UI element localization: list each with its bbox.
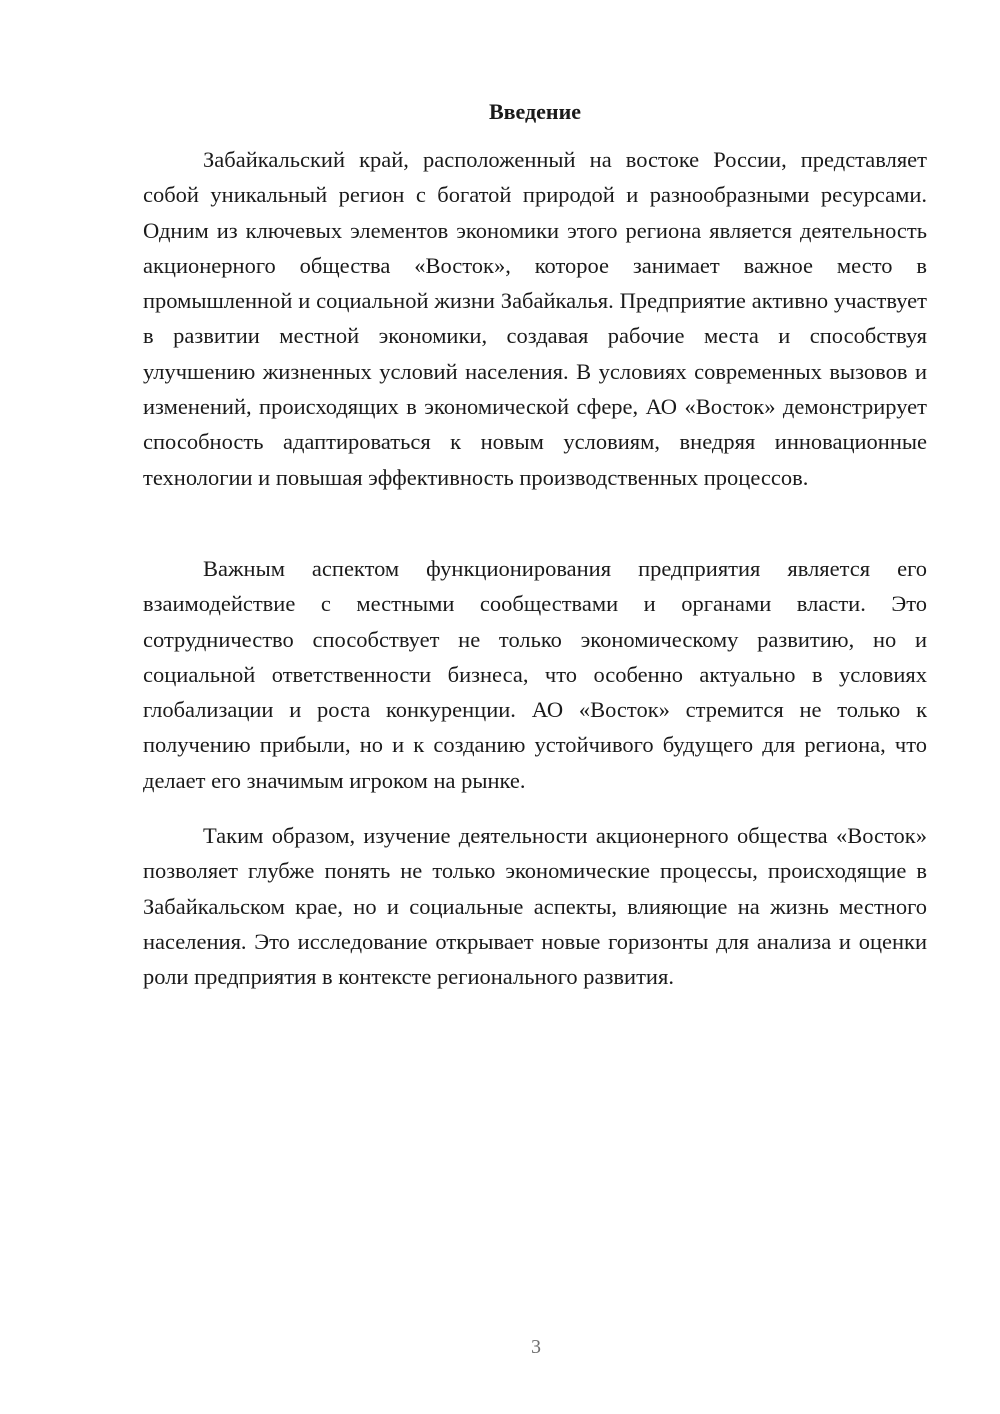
paragraph-1: Забайкальский край, расположенный на востоке России, представляет собой уникальный регион с богатой природой и разнообразными ресурсами. Одним из ключевых элементов экономики этого региона является деятельность акционерного общества «Восток», которое занимает важное место в промышленной и социальной жизни Забайкалья. Предприятие активно участвует в развитии местной экономики, создавая рабочие места и способствуя улучшению жизненных условий населения. В условиях современных вызовов и изменений, происходящих в экономической сфере, АО «Восток» демонстрирует способность адаптироваться к новым условиям, внедряя инновационные технологии и повышая эффективность производственных процессов.	[143, 147, 927, 490]
paragraph-2: Важным аспектом функционирования предприятия является его взаимодействие с местными сообществами и органами власти. Это сотрудничество способствует не только экономическому развитию, но и социальной ответственности бизнеса, что особенно актуально в условиях глобализации и роста конкуренции. АО «Восток» стремится не только к получению прибыли, но и к созданию устойчивого будущего для региона, что делает его значимым игроком на рынке.	[143, 556, 927, 793]
paragraph-3: Таким образом, изучение деятельности акционерного общества «Восток» позволяет глубже понять не только экономические процессы, происходящие в Забайкальском крае, но и социальные аспекты, влияющие на жизнь местного населения. Это исследование открывает новые горизонты для анализа и оценки роли предприятия в контексте регионального развития.	[143, 823, 927, 990]
page-number: 3	[531, 1336, 541, 1358]
section-heading: Введение	[488, 99, 582, 124]
